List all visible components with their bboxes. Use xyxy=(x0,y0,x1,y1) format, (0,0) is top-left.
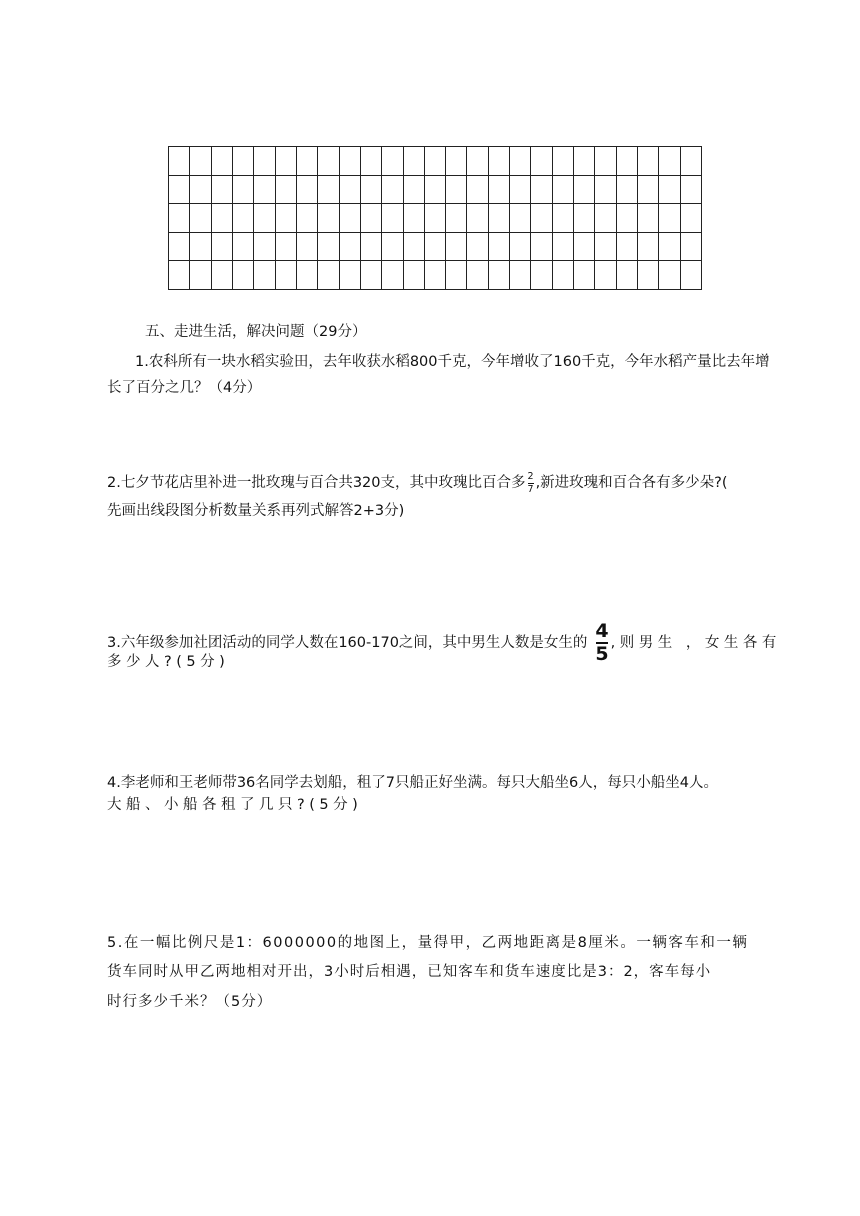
section-title: 五、走进生活，解决问题（29分） xyxy=(145,324,367,340)
grid-cell xyxy=(574,204,595,233)
grid-cell xyxy=(254,147,275,176)
grid-cell xyxy=(510,233,531,262)
grid-cell xyxy=(297,233,318,262)
grid-cell xyxy=(659,147,680,176)
grid-cell xyxy=(276,233,297,262)
grid-cell xyxy=(553,261,574,290)
grid-cell xyxy=(425,147,446,176)
grid-cell xyxy=(340,147,361,176)
grid-cell xyxy=(510,176,531,205)
grid-cell xyxy=(638,176,659,205)
grid-cell xyxy=(169,176,190,205)
grid-cell xyxy=(489,233,510,262)
grid-cell xyxy=(531,261,552,290)
fraction-denominator: 5 xyxy=(595,643,609,665)
grid-cell xyxy=(212,176,233,205)
grid-cell xyxy=(382,204,403,233)
grid-cell xyxy=(467,147,488,176)
grid-cell xyxy=(233,176,254,205)
grid-cell xyxy=(169,233,190,262)
grid-cell xyxy=(467,204,488,233)
grid-cell xyxy=(638,204,659,233)
grid-cell xyxy=(254,176,275,205)
grid-cell xyxy=(318,233,339,262)
grid-cell xyxy=(617,147,638,176)
grid-cell xyxy=(510,261,531,290)
grid-cell xyxy=(659,176,680,205)
question-2-text-b: ,新进玫瑰和百合各有多少朵?( xyxy=(535,475,728,491)
grid-cell xyxy=(169,261,190,290)
grid-cell xyxy=(382,147,403,176)
grid-cell xyxy=(297,147,318,176)
grid-cell xyxy=(169,147,190,176)
grid-cell xyxy=(531,147,552,176)
question-2-line-1 xyxy=(107,472,728,494)
grid-cell xyxy=(404,204,425,233)
fraction-denominator: 7 xyxy=(527,483,534,495)
grid-cell xyxy=(638,233,659,262)
grid-cell xyxy=(425,176,446,205)
grid-cell xyxy=(531,233,552,262)
grid-cell xyxy=(467,176,488,205)
grid-cell xyxy=(531,176,552,205)
grid-cell xyxy=(553,204,574,233)
grid-cell xyxy=(233,261,254,290)
grid-cell xyxy=(318,261,339,290)
grid-cell xyxy=(574,261,595,290)
grid-cell xyxy=(446,261,467,290)
grid-cell xyxy=(446,233,467,262)
question-3-line-2: 多少人?(5分) xyxy=(107,654,230,670)
grid-cell xyxy=(553,233,574,262)
grid-cell xyxy=(489,147,510,176)
grid-cell xyxy=(659,204,680,233)
grid-cell xyxy=(425,233,446,262)
grid-cell xyxy=(190,147,211,176)
grid-cell xyxy=(659,233,680,262)
grid-cell xyxy=(595,204,616,233)
grid-cell xyxy=(489,176,510,205)
grid-cell xyxy=(553,176,574,205)
grid-cell xyxy=(276,176,297,205)
grid-cell xyxy=(254,261,275,290)
grid-cell xyxy=(425,261,446,290)
grid-cell xyxy=(574,147,595,176)
grid-cell xyxy=(361,233,382,262)
question-5-line-1: 5.在一幅比例尺是1：6000000的地图上，量得甲，乙两地距离是8厘米。一辆客车和一辆 xyxy=(107,935,749,951)
grid-cell xyxy=(617,233,638,262)
grid-cell xyxy=(404,147,425,176)
grid-cell xyxy=(553,147,574,176)
grid-cell xyxy=(212,204,233,233)
grid-cell xyxy=(361,204,382,233)
grid-cell xyxy=(297,176,318,205)
grid-cell xyxy=(574,176,595,205)
grid-cell xyxy=(659,261,680,290)
grid-cell xyxy=(318,204,339,233)
grid-cell xyxy=(276,204,297,233)
grid-cell xyxy=(254,204,275,233)
writing-grid xyxy=(168,146,702,290)
grid-cell xyxy=(425,204,446,233)
grid-cell xyxy=(404,233,425,262)
grid-cell xyxy=(404,261,425,290)
question-3-text-a: 3.六年级参加社团活动的同学人数在160-170之间，其中男生人数是女生的 xyxy=(107,635,588,651)
question-4-line-1: 4.李老师和王老师带36名同学去划船，租了7只船正好坐满。每只大船坐6人，每只小船坐4人。 xyxy=(107,775,718,791)
fraction-numerator: 2 xyxy=(527,471,534,482)
grid-cell xyxy=(361,261,382,290)
grid-cell xyxy=(382,176,403,205)
grid-cell xyxy=(681,233,702,262)
grid-cell xyxy=(617,261,638,290)
grid-cell xyxy=(446,147,467,176)
grid-cell xyxy=(574,233,595,262)
grid-cell xyxy=(617,204,638,233)
grid-cell xyxy=(233,233,254,262)
grid-cell xyxy=(595,176,616,205)
grid-cell xyxy=(212,147,233,176)
grid-cell xyxy=(340,261,361,290)
grid-cell xyxy=(254,233,275,262)
grid-cell xyxy=(467,233,488,262)
grid-cell xyxy=(297,204,318,233)
grid-cell xyxy=(595,147,616,176)
grid-cell xyxy=(617,176,638,205)
grid-cell xyxy=(638,261,659,290)
grid-cell xyxy=(382,261,403,290)
grid-cell xyxy=(340,233,361,262)
grid-cell xyxy=(595,261,616,290)
question-5-line-2: 货车同时从甲乙两地相对开出，3小时后相遇，已知客车和货车速度比是3：2，客车每小 xyxy=(107,964,712,980)
grid-cell xyxy=(681,261,702,290)
grid-cell xyxy=(340,176,361,205)
grid-cell xyxy=(276,147,297,176)
grid-cell xyxy=(318,147,339,176)
grid-cell xyxy=(446,176,467,205)
grid-cell xyxy=(212,261,233,290)
question-3-fraction xyxy=(595,622,608,664)
grid-cell xyxy=(340,204,361,233)
grid-cell xyxy=(681,176,702,205)
grid-cell xyxy=(190,233,211,262)
question-5-line-3: 时行多少千米？（5分） xyxy=(107,994,273,1010)
question-4-line-2: 大船、小船各租了几只?(5分) xyxy=(107,797,363,813)
grid-cell xyxy=(382,233,403,262)
grid-cell xyxy=(361,147,382,176)
grid-cell xyxy=(190,176,211,205)
grid-cell xyxy=(233,147,254,176)
grid-cell xyxy=(190,261,211,290)
question-2-line-2: 先画出线段图分析数量关系再列式解答2+3分) xyxy=(107,503,405,519)
grid-cell xyxy=(681,147,702,176)
grid-cell xyxy=(681,204,702,233)
question-1-line-1: 1.农科所有一块水稻实验田，去年收获水稻800千克，今年增收了160千克，今年水稻产量比去年增 xyxy=(135,354,770,370)
grid-cell xyxy=(489,261,510,290)
grid-cell xyxy=(446,204,467,233)
grid-cell xyxy=(190,204,211,233)
grid-cell xyxy=(361,176,382,205)
fraction-numerator: 4 xyxy=(595,620,609,642)
grid-cell xyxy=(510,204,531,233)
grid-cell xyxy=(510,147,531,176)
grid-cell xyxy=(169,204,190,233)
grid-cell xyxy=(297,261,318,290)
grid-cell xyxy=(318,176,339,205)
grid-cell xyxy=(531,204,552,233)
grid-cell xyxy=(595,233,616,262)
grid-cell xyxy=(638,147,659,176)
grid-cell xyxy=(212,233,233,262)
question-1-line-2: 长了百分之几？（4分） xyxy=(107,380,262,396)
question-2-fraction xyxy=(528,472,534,494)
grid-cell xyxy=(467,261,488,290)
grid-cell xyxy=(276,261,297,290)
grid-cell xyxy=(233,204,254,233)
grid-cell xyxy=(404,176,425,205)
grid-cell xyxy=(489,204,510,233)
question-3-text-b: ,则男生 ，女生各有 xyxy=(610,635,781,651)
question-2-text-a: 2.七夕节花店里补进一批玫瑰与百合共320支，其中玫瑰比百合多 xyxy=(107,475,526,491)
